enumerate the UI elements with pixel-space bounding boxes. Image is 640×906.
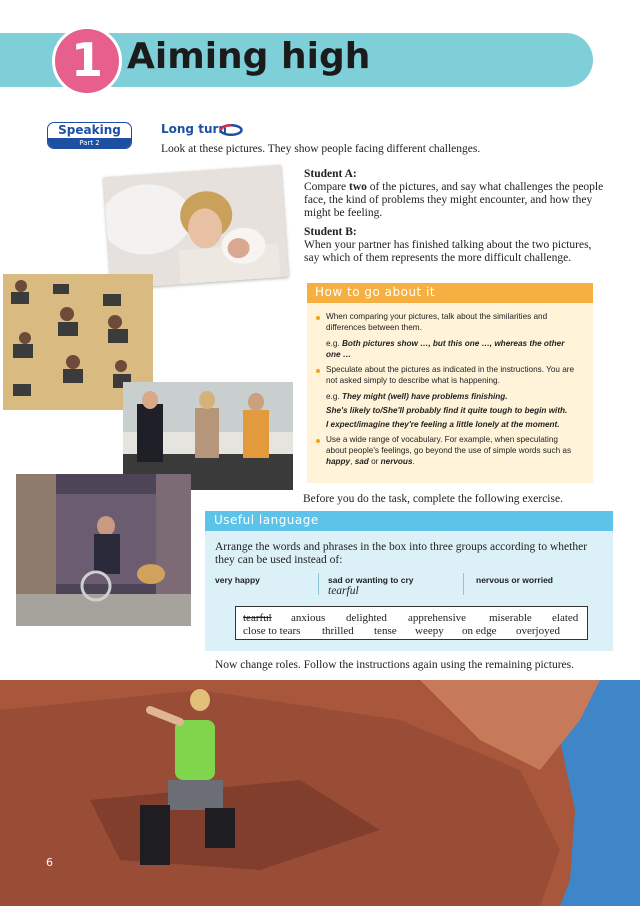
how-to-tip-1: When comparing your pictures, talk about the similarities and differences between them.: [326, 312, 548, 332]
student-b-label: Student B:: [304, 226, 357, 238]
before-task-text: Before you do the task, complete the following exercise.: [303, 493, 563, 505]
photo-rock-climber: [0, 680, 640, 906]
example-answer: tearful: [328, 585, 359, 597]
photo-mother-and-newborn: [103, 165, 288, 289]
word-item: delighted: [346, 612, 387, 624]
column-divider: [318, 573, 319, 595]
how-to-tip-2: Speculate about the pictures as indicated in the instructions. You are not asked simply to describe what is happening.: [326, 365, 575, 385]
task-intro: Look at these pictures. They show people facing different challenges.: [161, 143, 481, 155]
unit-number-badge: 1: [52, 26, 122, 96]
how-to-title: How to go about it: [315, 285, 436, 299]
bullet-icon: [316, 439, 320, 443]
word-item: apprehensive: [408, 612, 467, 624]
unit-title: Aiming high: [127, 36, 371, 77]
part-label: Part 2: [48, 138, 131, 148]
how-to-tip-2-example-2: She's likely to/She'll probably find it quite tough to begin with.: [326, 406, 568, 415]
how-to-tip-2-example-3: I expect/imagine they're feeling a little lonely at the moment.: [326, 420, 560, 429]
section-label: Speaking: [58, 123, 121, 137]
bullet-icon: [316, 369, 320, 373]
change-roles-instruction: Now change roles. Follow the instructions again using the remaining pictures.: [215, 659, 574, 671]
word-item: tense: [374, 625, 397, 637]
long-turn-icon: [219, 124, 243, 136]
useful-language-title: Useful language: [214, 513, 319, 527]
useful-language-instruction: Arrange the words and phrases in the box into three groups according to whether they can be used instead of:: [215, 541, 588, 566]
word-item: elated: [552, 612, 579, 624]
word-item: thrilled: [322, 625, 354, 637]
column-heading-nervous: nervous or worried: [476, 575, 553, 585]
word-item: anxious: [291, 612, 326, 624]
speaking-section-badge: [47, 122, 132, 149]
column-divider: [463, 573, 464, 595]
student-b-instructions: When your partner has finished talking about the two pictures, say which of them represents the more difficult challenge.: [304, 239, 592, 264]
how-to-tip-2-example-1: e.g. They might (well) have problems finishing.: [326, 392, 508, 401]
column-heading-sad: sad or wanting to cry: [328, 575, 414, 585]
page-number: 6: [46, 856, 53, 869]
word-item: overjoyed: [516, 625, 560, 637]
student-a-label: Student A:: [304, 168, 357, 180]
word-item: close to tears: [243, 625, 301, 637]
word-item: weepy: [415, 625, 444, 637]
how-to-tip-1-example: e.g. Both pictures show …, but this one …, whereas the other one …: [326, 339, 565, 359]
task-title: Long turn: [161, 122, 227, 136]
word-item: miserable: [489, 612, 532, 624]
how-to-tip-3: Use a wide range of vocabulary. For example, when speculating about people's feelings, go beyond the use of simple words such as happy, sad or nervous.: [326, 435, 572, 466]
word-item: tearful: [243, 612, 272, 624]
bullet-icon: [316, 316, 320, 320]
word-item: on edge: [462, 625, 497, 637]
student-a-instructions: Compare two of the pictures, and say what challenges the people face, the kind of problems they might encounter, and how they might be feeling.: [304, 181, 604, 219]
column-heading-very-happy: very happy: [215, 575, 260, 585]
photo-wheelchair-user-with-guide-dog: [16, 474, 191, 626]
